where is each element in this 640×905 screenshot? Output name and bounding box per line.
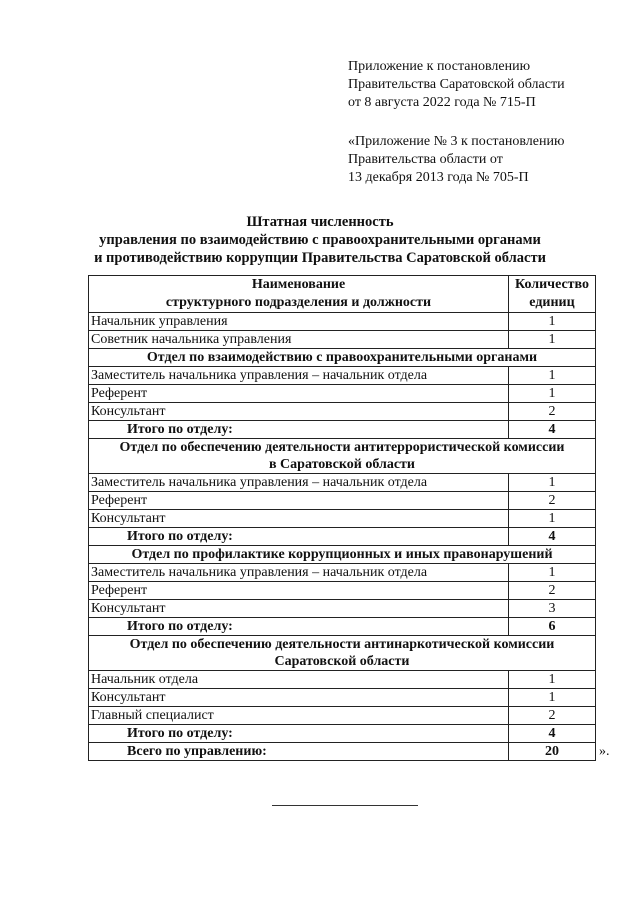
table-row <box>89 564 596 582</box>
total-value: 6 <box>509 618 596 636</box>
section-total-row <box>89 618 596 636</box>
position-count: 2 <box>509 582 596 600</box>
position-count: 1 <box>509 331 596 349</box>
table-row <box>89 671 596 689</box>
header-line: Правительства области от <box>348 152 503 167</box>
position-count: 2 <box>509 492 596 510</box>
position-count: 1 <box>509 689 596 707</box>
closing-quote-mark: ». <box>599 744 610 759</box>
table-row <box>89 385 596 403</box>
position-count: 1 <box>509 510 596 528</box>
total-label: Итого по отделу: <box>89 421 509 439</box>
table-header-row <box>89 276 596 313</box>
position-name: Консультант <box>89 689 509 707</box>
section-title: Отдел по профилактике коррупционных и иных правонарушений <box>89 546 596 564</box>
position-count: 1 <box>509 313 596 331</box>
position-name: Консультант <box>89 403 509 421</box>
position-name: Советник начальника управления <box>89 331 509 349</box>
position-name: Референт <box>89 385 509 403</box>
title-line: и противодействию коррупции Правительства Саратовской области <box>94 250 546 266</box>
position-count: 1 <box>509 474 596 492</box>
position-name: Референт <box>89 582 509 600</box>
header-line: «Приложение № 3 к постановлению <box>348 134 565 149</box>
table-row <box>89 403 596 421</box>
grand-total-label: Всего по управлению: <box>89 743 509 761</box>
section-title: Отдел по обеспечению деятельности антинаркотической комиссии Саратовской области <box>89 636 596 671</box>
column-header-name: Наименование структурного подразделения и должности <box>89 276 509 313</box>
table-row <box>89 331 596 349</box>
position-name: Заместитель начальника управления – начальник отдела <box>89 367 509 385</box>
position-name: Главный специалист <box>89 707 509 725</box>
position-name: Референт <box>89 492 509 510</box>
position-count: 2 <box>509 707 596 725</box>
appendix-header <box>348 58 565 187</box>
total-label: Итого по отделу: <box>89 618 509 636</box>
total-label: Итого по отделу: <box>89 725 509 743</box>
position-name: Заместитель начальника управления – начальник отдела <box>89 474 509 492</box>
table-row <box>89 474 596 492</box>
section-total-row <box>89 528 596 546</box>
table-row <box>89 582 596 600</box>
header-line: от 8 августа 2022 года № 715-П <box>348 95 536 110</box>
document-title <box>0 213 640 267</box>
section-title-row <box>89 349 596 367</box>
total-value: 4 <box>509 725 596 743</box>
table-row <box>89 510 596 528</box>
position-count: 1 <box>509 671 596 689</box>
header-line: Приложение к постановлению <box>348 59 531 74</box>
header-line: 13 декабря 2013 года № 705-П <box>348 170 529 185</box>
section-total-row <box>89 725 596 743</box>
position-name: Заместитель начальника управления – начальник отдела <box>89 564 509 582</box>
position-name: Консультант <box>89 600 509 618</box>
section-title-row <box>89 636 596 671</box>
table-row <box>89 492 596 510</box>
position-count: 1 <box>509 385 596 403</box>
table-row <box>89 367 596 385</box>
header-line: Правительства Саратовской области <box>348 77 565 92</box>
position-name: Консультант <box>89 510 509 528</box>
total-value: 4 <box>509 421 596 439</box>
position-name: Начальник отдела <box>89 671 509 689</box>
table-row <box>89 689 596 707</box>
total-value: 4 <box>509 528 596 546</box>
section-title: Отдел по взаимодействию с правоохранительными органами <box>89 349 596 367</box>
position-count: 3 <box>509 600 596 618</box>
section-title-row <box>89 546 596 564</box>
section-title-row <box>89 439 596 474</box>
position-count: 1 <box>509 564 596 582</box>
table-row <box>89 600 596 618</box>
footer-divider <box>272 805 418 806</box>
grand-total-value: 20 <box>509 743 596 761</box>
section-total-row <box>89 421 596 439</box>
table-row <box>89 313 596 331</box>
title-line: управления по взаимодействию с правоохранительными органами <box>99 232 541 248</box>
position-count: 1 <box>509 367 596 385</box>
staff-table <box>88 275 596 761</box>
position-name: Начальник управления <box>89 313 509 331</box>
table-row <box>89 707 596 725</box>
column-header-count: Количество единиц <box>509 276 596 313</box>
total-label: Итого по отделу: <box>89 528 509 546</box>
position-count: 2 <box>509 403 596 421</box>
section-title: Отдел по обеспечению деятельности антитеррористической комиссии в Саратовской области <box>89 439 596 474</box>
grand-total-row <box>89 743 596 761</box>
title-line: Штатная численность <box>246 214 394 230</box>
